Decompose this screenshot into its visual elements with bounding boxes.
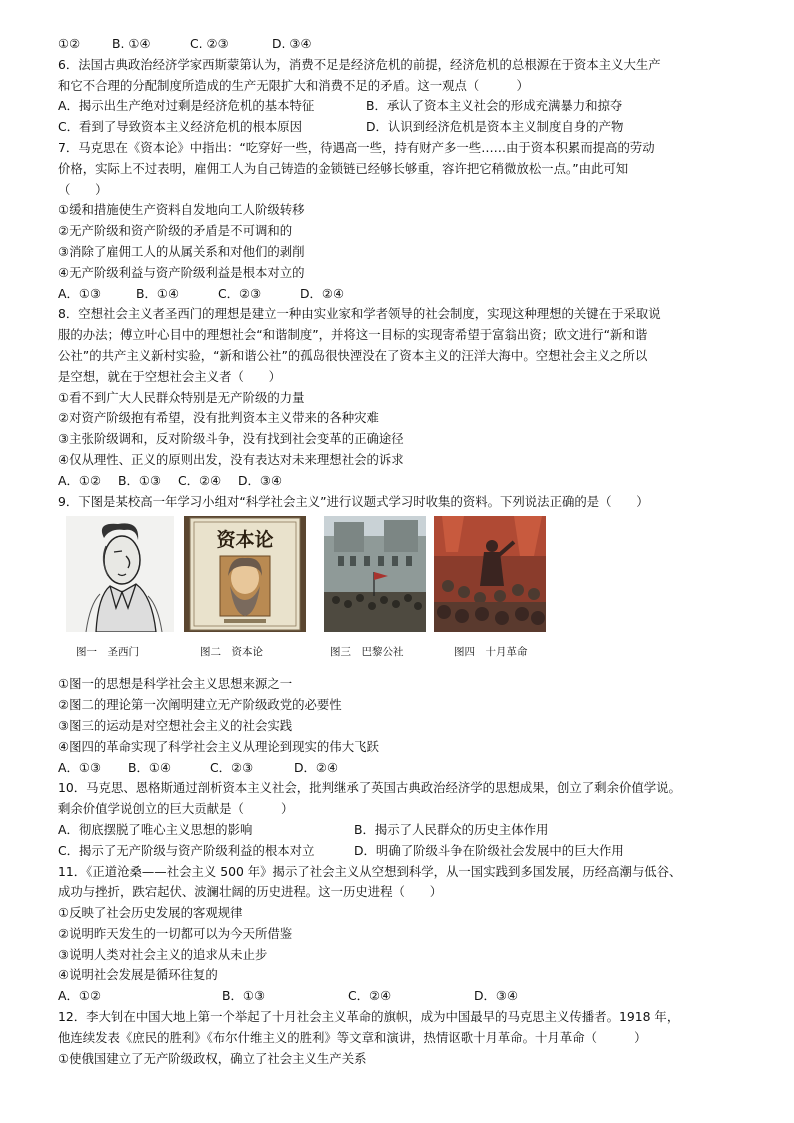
option[interactable]: A．①③ [58,759,102,775]
statement-item: ④仅从理性、正义的原则出发，没有表达对未来理想社会的诉求 [58,451,404,467]
statement-item: ①反映了社会历史发展的客观规律 [58,905,243,921]
statement-item: ①缓和措施使生产资料自发地向工人阶级转移 [58,202,305,218]
q7-options [58,284,748,305]
option[interactable]: C．②④ [348,988,392,1004]
question-stem: 是空想，就在于空想社会主义者（ ） [58,368,282,384]
option[interactable]: B．①④ [136,285,180,301]
statement-item: ③图三的运动是对空想社会主义的社会实践 [58,717,293,733]
figure-caption: 图一 圣西门 [76,646,139,659]
q11-options [58,986,748,1007]
option[interactable]: B．揭示了人民群众的历史主体作用 [354,821,549,837]
option[interactable]: D．②④ [294,759,339,775]
book-title: 资本论 [216,529,274,552]
statement-item: ④图四的革命实现了科学社会主义从理论到现实的伟大飞跃 [58,738,379,754]
statement-item: ②无产阶级和资产阶级的矛盾是不可调和的 [58,223,293,239]
q6-options-row2 [58,117,748,138]
option[interactable]: B. ①④ [112,36,151,51]
option[interactable]: C．②③ [218,285,262,301]
q10-options-row1 [58,820,748,841]
question-stem: 7．马克思在《资本论》中指出：“吃穿好一些，待遇高一些，持有财产多一些……由于资本积累而提高的劳动 [58,139,655,155]
option[interactable]: A．揭示出生产绝对过剩是经济危机的基本特征 [58,98,315,114]
question-stem: 成功与挫折，跌宕起伏、波澜壮阔的历史进程。这一历史进程（ ） [58,884,443,900]
question-stem: 公社”的共产主义新村实验，“新和谐公社”的孤岛很快湮没在了资本主义的汪洋大海中。空想社会主义之所以 [58,347,648,363]
option[interactable]: B．①④ [128,759,172,775]
option[interactable]: C．揭示了无产阶级与资产阶级利益的根本对立 [58,842,315,858]
q8-options [58,471,748,492]
statement-item: ③主张阶级调和，反对阶级斗争，没有找到社会变革的正确途径 [58,431,404,447]
figure-das-kapital [184,516,306,632]
question-stem: 8．空想社会主义者圣西门的理想是建立一种由实业家和学者领导的社会制度，实现这种理想的关键在于采取说 [58,306,661,322]
option[interactable]: D．明确了阶级斗争在阶级社会发展中的巨大作用 [354,842,624,858]
option[interactable]: ①② [58,36,81,51]
question-stem: 10．马克思、恩格斯通过剖析资本主义社会，批判继承了英国古典政治经济学的思想成果，创立了剩余价值学说。 [58,780,681,796]
option[interactable]: A．①② [58,472,102,488]
question-stem: 剩余价值学说创立的巨大贡献是（ ） [58,801,294,817]
option[interactable]: B．承认了资本主义社会的形成充满暴力和掠夺 [366,98,623,114]
question-stem: 他连续发表《庶民的胜利》《布尔什维主义的胜利》等文章和演讲，热情讴歌十月革命。十月革命（ ） [58,1029,647,1045]
option[interactable]: A．①② [58,988,102,1004]
option[interactable]: C．看到了导致资本主义经济危机的根本原因 [58,119,303,135]
paris-commune-image [324,516,426,632]
option[interactable]: D．③④ [238,472,283,488]
figure-october-revolution [434,516,546,632]
option[interactable]: D. ③④ [272,36,312,51]
statement-item: ④说明社会发展是循环往复的 [58,967,218,983]
option[interactable]: D．②④ [300,285,345,301]
q6-options-row1 [58,96,748,117]
question-stem: 11．《正道沧桑——社会主义 500 年》揭示了社会主义从空想到科学，从一国实践到多国发展，历经高潮与低谷、 [58,863,682,879]
q9-options [58,758,748,779]
statement-item: ④无产阶级利益与资产阶级利益是根本对立的 [58,264,305,280]
figure-caption: 图三 巴黎公社 [330,646,404,659]
option[interactable]: B．①③ [222,988,266,1004]
question-stem: 12．李大钊在中国大地上第一个举起了十月社会主义革命的旗帜，成为中国最早的马克思主义传播者。1918 年， [58,1009,680,1025]
statement-item: ③消除了雇佣工人的从属关系和对他们的剥削 [58,243,305,259]
statement-item: ①看不到广大人民群众特别是无产阶级的力量 [58,389,305,405]
statement-item: ③说明人类对社会主义的追求从未止步 [58,946,268,962]
figure-saint-simon [66,516,174,632]
option[interactable]: A．①③ [58,285,102,301]
option[interactable]: D．③④ [474,988,519,1004]
exam-page [58,34,748,1069]
october-revolution-image [434,516,546,632]
question-stem: 6．法国古典政治经济学家西斯蒙第认为，消费不足是经济危机的前提，经济危机的总根源在于资本主义大生产 [58,56,661,72]
statement-item: ②说明昨天发生的一切都可以为今天所借鉴 [58,925,293,941]
question-stem: 和它不合理的分配制度所造成的生产无限扩大和消费不足的矛盾。这一观点（ ） [58,77,529,93]
figure-caption: 图二 资本论 [200,646,263,659]
q10-options-row2 [58,841,748,862]
figure-row [58,516,748,672]
q5-options [58,34,748,55]
question-stem: 价格，实际上不过表明，雇佣工人为自己铸造的金锁链已经够长够重，容许把它稍微放松一点。”由此可知 [58,160,629,176]
option[interactable]: B．①③ [118,472,162,488]
question-stem: （ ） [58,181,108,197]
book-cover-image [184,516,306,632]
option[interactable]: C. ②③ [190,36,229,51]
option[interactable]: A．彻底摆脱了唯心主义思想的影响 [58,821,253,837]
statement-item: ①图一的思想是科学社会主义思想来源之一 [58,676,293,692]
statement-item: ②对资产阶级抱有希望，没有批判资本主义带来的各种灾难 [58,410,379,426]
option[interactable]: C．②③ [210,759,254,775]
option[interactable]: D．认识到经济危机是资本主义制度自身的产物 [366,119,624,135]
option[interactable]: C．②④ [178,472,222,488]
question-stem: 9．下图是某校高一年学习小组对“科学社会主义”进行议题式学习时收集的资料。下列说法正确的是（ ） [58,493,649,509]
figure-paris-commune [324,516,426,632]
figure-caption: 图四 十月革命 [454,646,528,659]
portrait-image [66,516,174,632]
statement-item: ②图二的理论第一次阐明建立无产阶级政党的必要性 [58,697,342,713]
statement-item: ①使俄国建立了无产阶级政权，确立了社会主义生产关系 [58,1050,367,1066]
question-stem: 服的办法；傅立叶心目中的理想社会“和谐制度”，并将这一目标的实现寄希望于富翁出资；欧文进行“新和谐 [58,327,648,343]
